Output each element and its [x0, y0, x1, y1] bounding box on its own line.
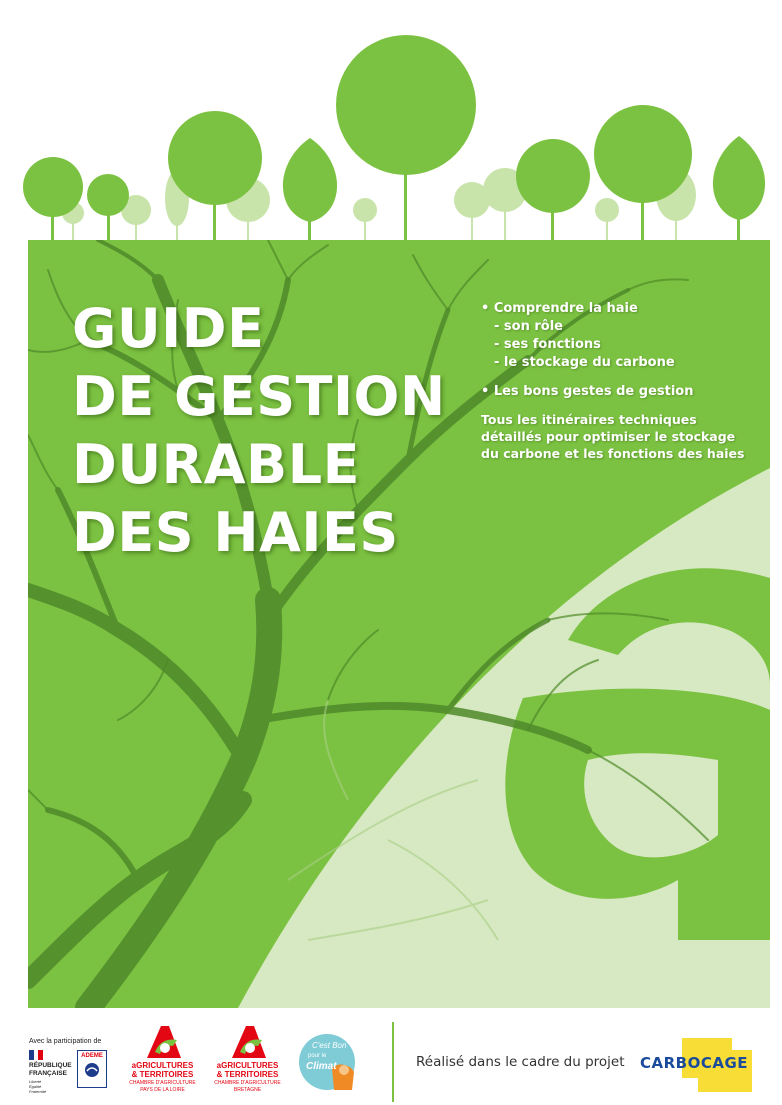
- paragraph-line-2: détaillés pour optimiser le stockage: [481, 429, 736, 444]
- title-line-2: DE GESTION: [72, 365, 446, 428]
- republique-line-2: FRANÇAISE: [29, 1070, 67, 1077]
- trees-illustration: [0, 0, 782, 245]
- climat-line-2: pour le: [308, 1053, 327, 1059]
- agri-a-icon: [143, 1022, 183, 1060]
- realise-text: Réalisé dans le cadre du projet: [416, 1054, 625, 1070]
- agri-a-icon: [228, 1022, 268, 1060]
- carbocage-logo: [640, 1036, 760, 1094]
- paragraph-line-3: du carbone et les fonctions des haies: [481, 446, 745, 461]
- agri1-brand-text: GRICULTURES: [136, 1061, 194, 1070]
- agri1-brand-line-2: & TERRITOIRES: [131, 1070, 194, 1079]
- participation-label: Avec la participation de: [29, 1038, 102, 1045]
- agri2-sub-1: CHAMBRE D'AGRICULTURE: [214, 1080, 281, 1086]
- sub-bullet-carbone: - le stockage du carbone: [494, 355, 675, 370]
- ademe-label: ADEME: [81, 1053, 103, 1059]
- agri2-brand-line-2: & TERRITOIRES: [216, 1070, 279, 1079]
- devise-3: Fraternité: [29, 1089, 47, 1094]
- agri1-brand-line-1: [125, 1062, 200, 1070]
- marianne-flag-icon: [29, 1050, 43, 1060]
- bullet-bons-gestes: • Les bons gestes de gestion: [481, 384, 694, 399]
- bullet-comprendre: • Comprendre la haie: [481, 301, 638, 316]
- footer: [0, 1008, 782, 1105]
- title-line-1: GUIDE: [72, 297, 265, 360]
- agri1-sub-2: PAYS DE LA LOIRE: [140, 1087, 185, 1093]
- devise-2: Égalité: [29, 1084, 42, 1089]
- republique-line-1: RÉPUBLIQUE: [29, 1062, 72, 1069]
- chambre-agriculture-pdl-logo: [125, 1022, 200, 1102]
- bon-pour-le-climat-logo: [298, 1032, 360, 1100]
- devise-1: Liberté: [29, 1079, 42, 1084]
- climat-line-3: Climat: [306, 1061, 337, 1072]
- ademe-emblem-icon: [84, 1062, 100, 1078]
- title-line-3: DURABLE: [72, 433, 361, 496]
- paragraph-line-1: Tous les itinéraires techniques: [481, 412, 697, 427]
- sub-bullet-fonctions: - ses fonctions: [494, 337, 601, 352]
- climat-line-1: C'est Bon: [312, 1041, 347, 1050]
- carbocage-label: CARBOCAGE: [640, 1054, 749, 1072]
- chambre-agriculture-bretagne-logo: [210, 1022, 285, 1102]
- ademe-logo: [77, 1050, 107, 1088]
- agri2-a-letter: a: [216, 1061, 222, 1070]
- agri1-sub-1: CHAMBRE D'AGRICULTURE: [129, 1080, 196, 1086]
- cover-panel: [28, 240, 770, 1008]
- sub-bullet-role: - son rôle: [494, 319, 563, 334]
- footer-divider: [392, 1022, 394, 1102]
- agri2-brand-line-1: [210, 1062, 285, 1070]
- agri1-a-letter: a: [131, 1061, 137, 1070]
- agri2-brand-text: GRICULTURES: [221, 1061, 279, 1070]
- republique-francaise-logo: [29, 1050, 73, 1100]
- title-line-4: DES HAIES: [72, 501, 399, 564]
- agri2-sub-2: BRETAGNE: [233, 1087, 262, 1093]
